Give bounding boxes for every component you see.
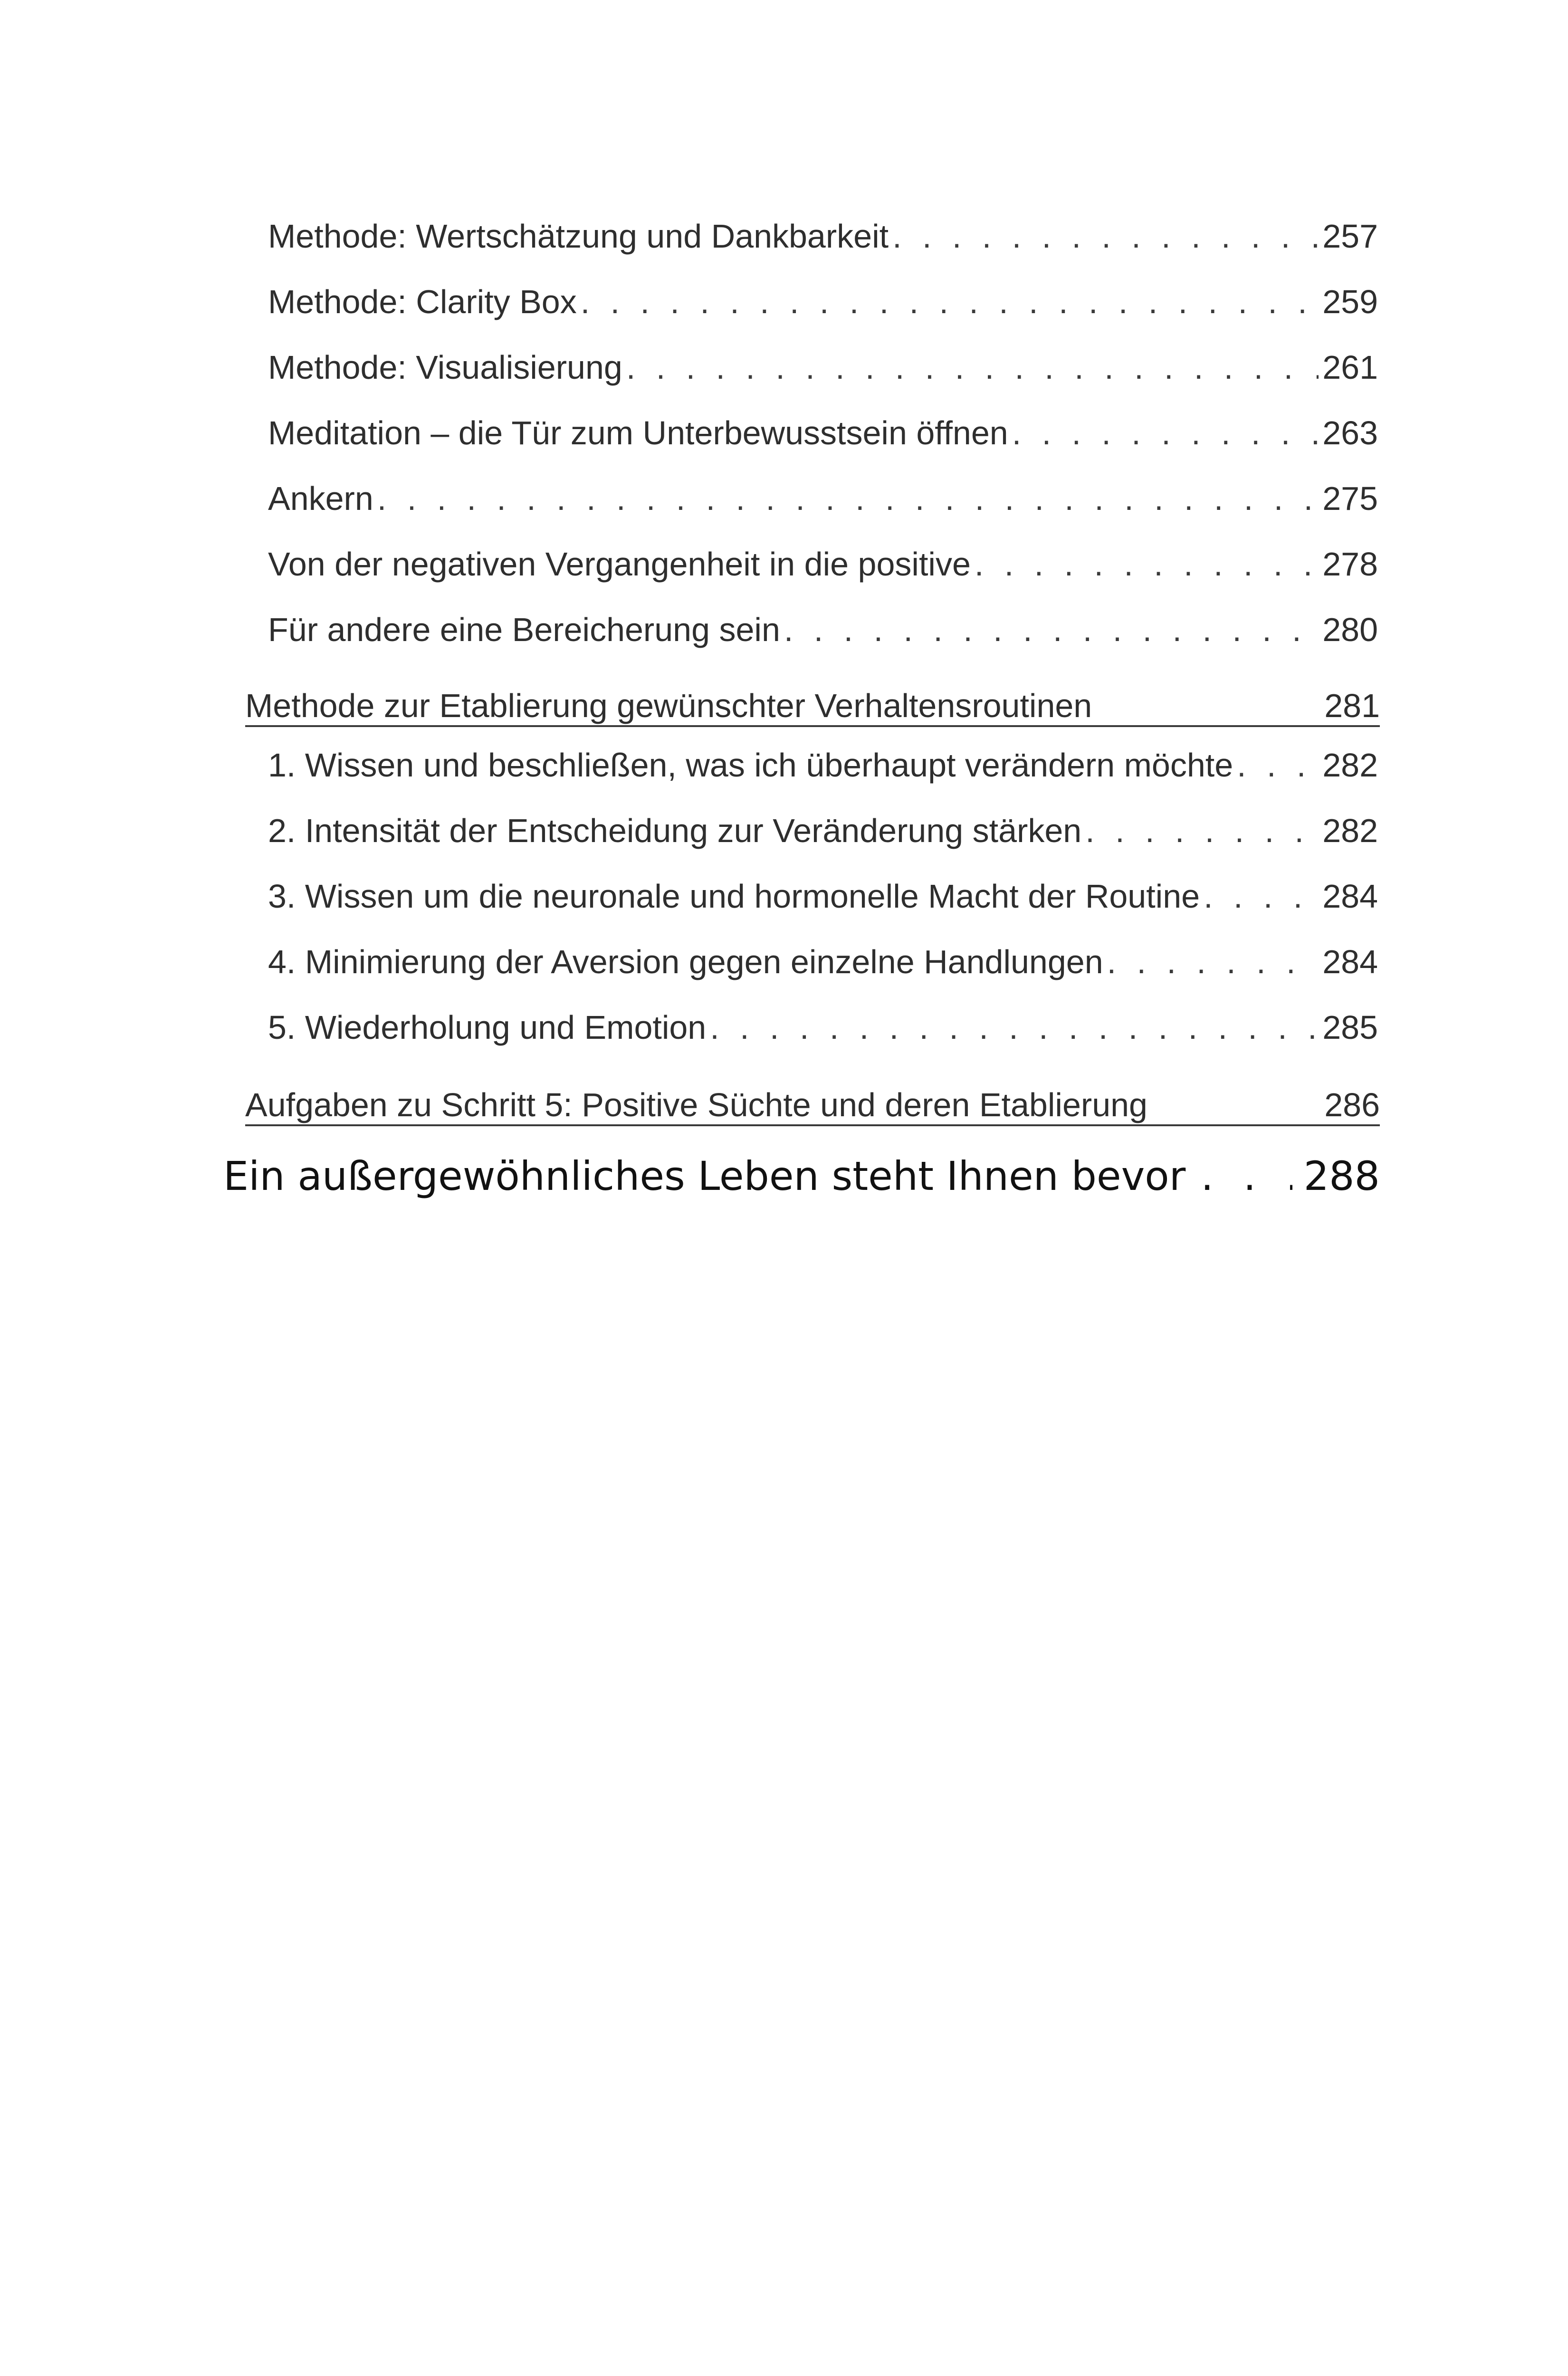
toc-section-title: Aufgaben zu Schritt 5: Positive Süchte und deren Etablierung — [245, 1086, 1147, 1123]
toc-entry[interactable] — [268, 1011, 1378, 1044]
toc-entry-page: 263 — [1322, 414, 1378, 451]
toc-entry-page: 284 — [1322, 878, 1378, 915]
toc-section-page: 286 — [1324, 1086, 1380, 1123]
toc-entry-title: Methode: Visualisierung — [268, 349, 622, 386]
toc-entry-title: 4. Minimierung der Aversion gegen einzelne Handlungen — [268, 943, 1103, 980]
toc-section-entry[interactable] — [245, 1088, 1380, 1126]
toc-entry-page: 261 — [1322, 349, 1378, 386]
toc-entry-title: 5. Wiederholung und Emotion — [268, 1009, 707, 1046]
dot-leader — [1085, 814, 1319, 847]
toc-entry-title: Methode: Clarity Box — [268, 283, 577, 320]
toc-chapter-page: 288 — [1303, 1153, 1380, 1199]
dot-leader — [626, 351, 1319, 384]
toc-entry-page: 259 — [1322, 283, 1378, 320]
dot-leader — [892, 220, 1319, 253]
toc-entry[interactable] — [268, 748, 1378, 782]
toc-entry[interactable] — [268, 351, 1378, 384]
toc-chapter-entry[interactable] — [223, 1153, 1380, 1199]
toc-section-page: 281 — [1324, 687, 1380, 724]
toc-entry[interactable] — [268, 945, 1378, 978]
toc-entry-title: 1. Wissen und beschließen, was ich überhaupt verändern möchte — [268, 747, 1233, 784]
toc-section-title: Methode zur Etablierung gewünschter Verhaltensroutinen — [245, 687, 1092, 724]
dot-leader — [377, 482, 1319, 515]
toc-entry[interactable] — [268, 285, 1378, 318]
dot-leader — [975, 547, 1319, 581]
toc-entry-page: 280 — [1322, 611, 1378, 648]
toc-entry[interactable] — [268, 880, 1378, 913]
dot-leader — [581, 285, 1319, 318]
toc-entry-title: Von der negativen Vergangenheit in die positive — [268, 546, 971, 583]
dot-leader — [1201, 1156, 1292, 1196]
toc-entry-title: Meditation – die Tür zum Unterbewusstsein öffnen — [268, 414, 1008, 451]
toc-entry-title: Für andere eine Bereicherung sein — [268, 611, 780, 648]
toc-entry-page: 275 — [1322, 480, 1378, 517]
dot-leader — [1204, 880, 1319, 913]
toc-entry-page: 285 — [1322, 1009, 1378, 1046]
toc-entry[interactable] — [268, 416, 1378, 450]
toc-entry-page: 278 — [1322, 546, 1378, 583]
dot-leader — [710, 1011, 1319, 1044]
toc-entry-page: 284 — [1322, 943, 1378, 980]
toc-entry-title: 3. Wissen um die neuronale und hormonelle Macht der Routine — [268, 878, 1200, 915]
dot-leader — [1012, 416, 1319, 450]
toc-entry[interactable] — [268, 814, 1378, 847]
toc-entry-page: 282 — [1322, 812, 1378, 849]
toc-entry[interactable] — [268, 547, 1378, 581]
toc-chapter-title: Ein außergewöhnliches Leben steht Ihnen bevor — [223, 1153, 1186, 1199]
toc-entry-page: 282 — [1322, 747, 1378, 784]
toc-entry-title: Methode: Wertschätzung und Dankbarkeit — [268, 218, 889, 255]
toc-entry-title: 2. Intensität der Entscheidung zur Veränderung stärken — [268, 812, 1082, 849]
toc-entry-title: Ankern — [268, 480, 373, 517]
toc-entry[interactable] — [268, 613, 1378, 646]
toc-section-entry[interactable] — [245, 689, 1380, 727]
dot-leader — [784, 613, 1319, 646]
toc-entry[interactable] — [268, 482, 1378, 515]
dot-leader — [1107, 945, 1319, 978]
toc-entry[interactable] — [268, 220, 1378, 253]
toc-entry-page: 257 — [1322, 218, 1378, 255]
dot-leader — [1237, 748, 1319, 782]
